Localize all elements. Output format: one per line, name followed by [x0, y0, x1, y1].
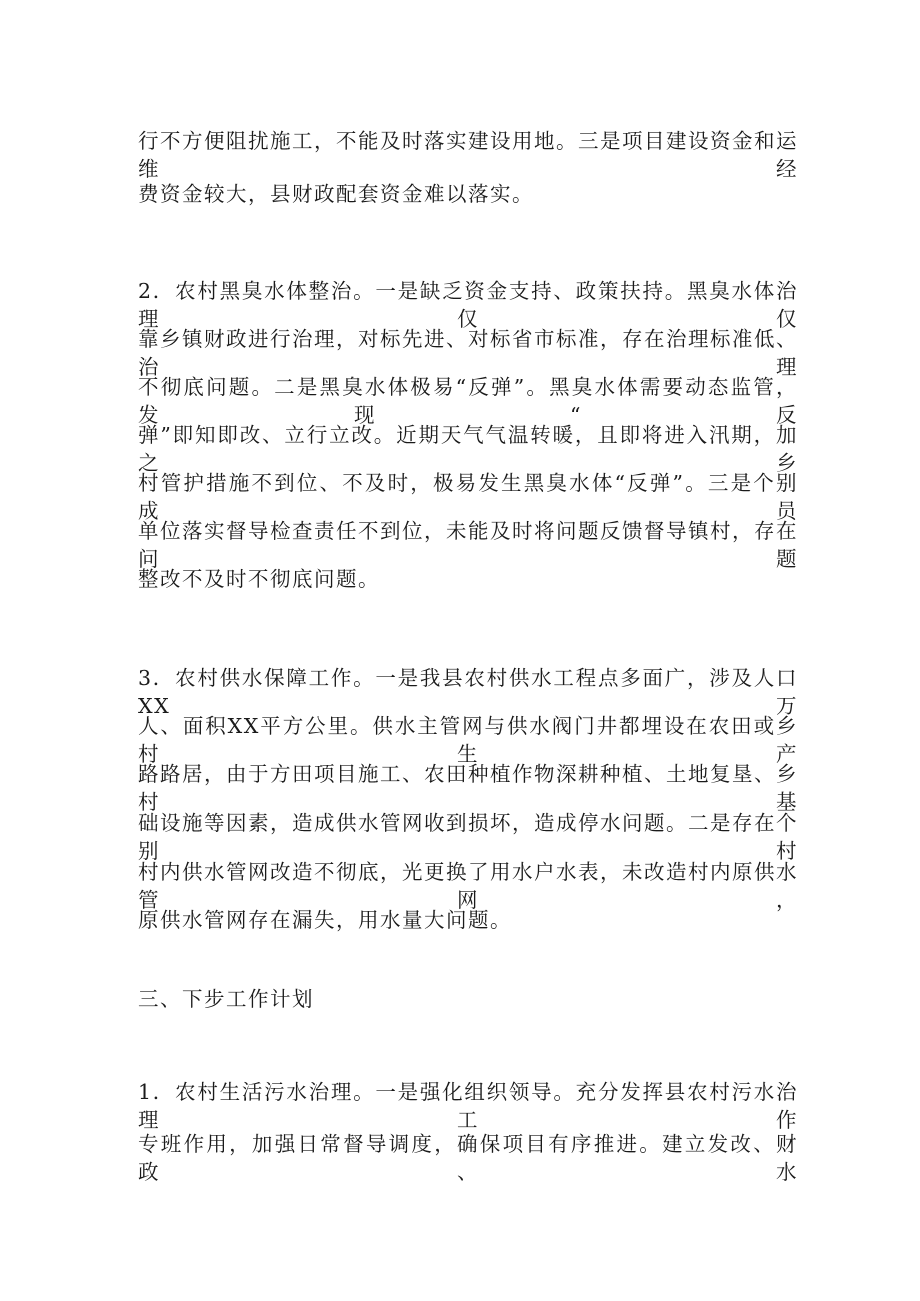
text-line: 费资金较大，县财政配套资金难以落实。: [138, 182, 534, 206]
text-line: 人、面积XX平方公里。供水主管网与供水阀门井都埋设在农田或乡村生产: [138, 714, 798, 766]
text-line: 1．农村生活污水治理。一是强化组织领导。充分发挥县农村污水治理工作: [138, 1080, 798, 1132]
text-line: 不彻底问题。二是黑臭水体极易“反弹”。黑臭水体需要动态监管，发现“反: [138, 375, 798, 427]
text-line: 原供水管网存在漏失，用水量大问题。: [138, 908, 512, 932]
text-line: 专班作用，加强日常督导调度，确保项目有序推进。建立发改、财政、水: [138, 1132, 798, 1184]
text-line: 靠乡镇财政进行治理，对标先进、对标省市标准，存在治理标准低、治理: [138, 327, 798, 379]
text-line: 础设施等因素，造成供水管网收到损坏，造成停水问题。二是存在个别村: [138, 811, 798, 863]
text-line: 路路居，由于方田项目施工、农田种植作物深耕种植、土地复垦、乡村基: [138, 762, 798, 814]
text-line: 村内供水管网改造不彻底，光更换了用水户水表，未改造村内原供水管网，: [138, 860, 798, 912]
text-line: 单位落实督导检查责任不到位，未能及时将问题反馈督导镇村，存在问题: [138, 519, 798, 571]
text-line: 村管护措施不到位、不及时，极易发生黑臭水体“反弹”。三是个别成员: [138, 471, 798, 523]
text-line: 2．农村黑臭水体整治。一是缺乏资金支持、政策扶持。黑臭水体治理仅仅: [138, 279, 798, 331]
text-line: 整改不及时不彻底问题。: [138, 567, 380, 591]
section-heading: 三、下步工作计划: [138, 987, 314, 1011]
text-line: 行不方便阻扰施工，不能及时落实建设用地。三是项目建设资金和运维经: [138, 129, 798, 181]
text-line: 弹”即知即改、立行立改。近期天气气温转暖，且即将进入汛期，加之乡: [138, 423, 798, 475]
text-line: 3．农村供水保障工作。一是我县农村供水工程点多面广，涉及人口XX万: [138, 666, 798, 718]
